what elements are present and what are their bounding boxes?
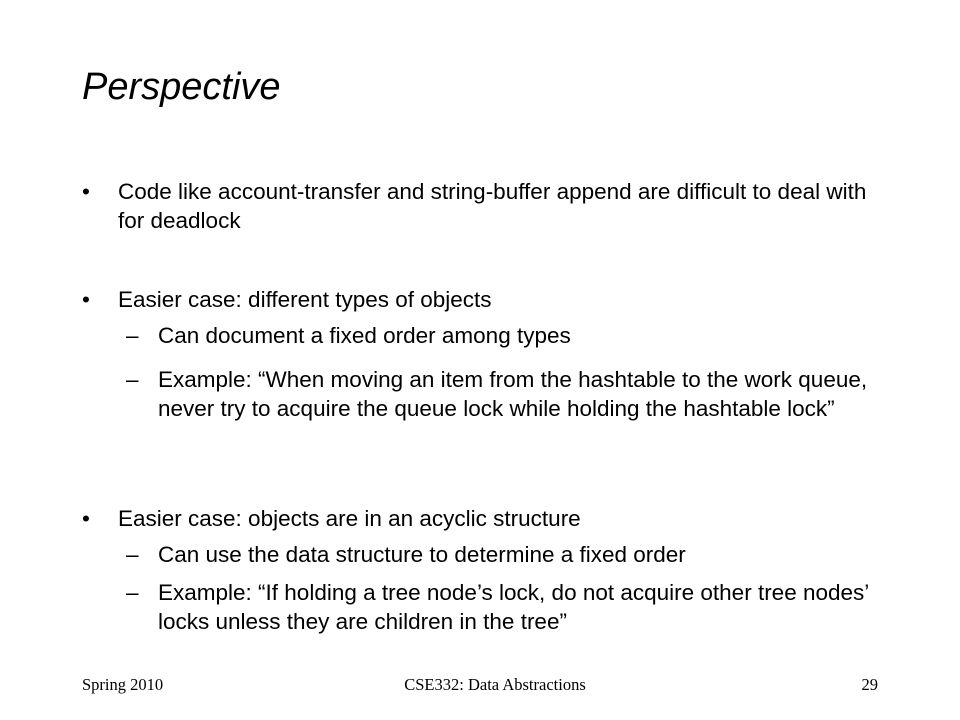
sub-bullet-marker: – — [126, 580, 139, 605]
bullet-marker: • — [82, 506, 90, 531]
bullet-item — [82, 177, 878, 235]
footer-course: CSE332: Data Abstractions — [404, 675, 586, 694]
sub-bullet-text: Can use the data structure to determine a fixed order — [158, 542, 686, 567]
bullet-text: Code like account-transfer and string-buffer append are difficult to deal with for deadlock — [118, 179, 867, 233]
bullet-text: Easier case: different types of objects — [118, 287, 492, 312]
bullet-marker: • — [82, 287, 90, 312]
sub-bullet-text: Example: “If holding a tree node’s lock, do not acquire other tree nodes’ locks unless they are children in the tree” — [158, 580, 869, 634]
sub-bullet-marker: – — [126, 367, 139, 392]
footer-page-number: 29 — [861, 675, 878, 694]
slide-title: Perspective — [82, 66, 281, 108]
footer-date: Spring 2010 — [82, 675, 164, 694]
bullet-item — [82, 504, 878, 533]
sub-bullet-marker: – — [126, 542, 139, 567]
bullet-text: Easier case: objects are in an acyclic structure — [118, 506, 581, 531]
bullet-marker: • — [82, 179, 90, 204]
sub-bullet-text: Can document a fixed order among types — [158, 323, 571, 348]
sub-bullet-marker: – — [126, 323, 139, 348]
sub-bullet-item — [126, 365, 878, 423]
sub-bullet-item — [126, 578, 878, 636]
sub-bullet-item — [126, 540, 878, 569]
sub-bullet-item — [126, 321, 878, 350]
sub-bullet-text: Example: “When moving an item from the hashtable to the work queue, never try to acquire the queue lock while holding the hashtable lock” — [158, 367, 868, 421]
bullet-item — [82, 285, 878, 314]
